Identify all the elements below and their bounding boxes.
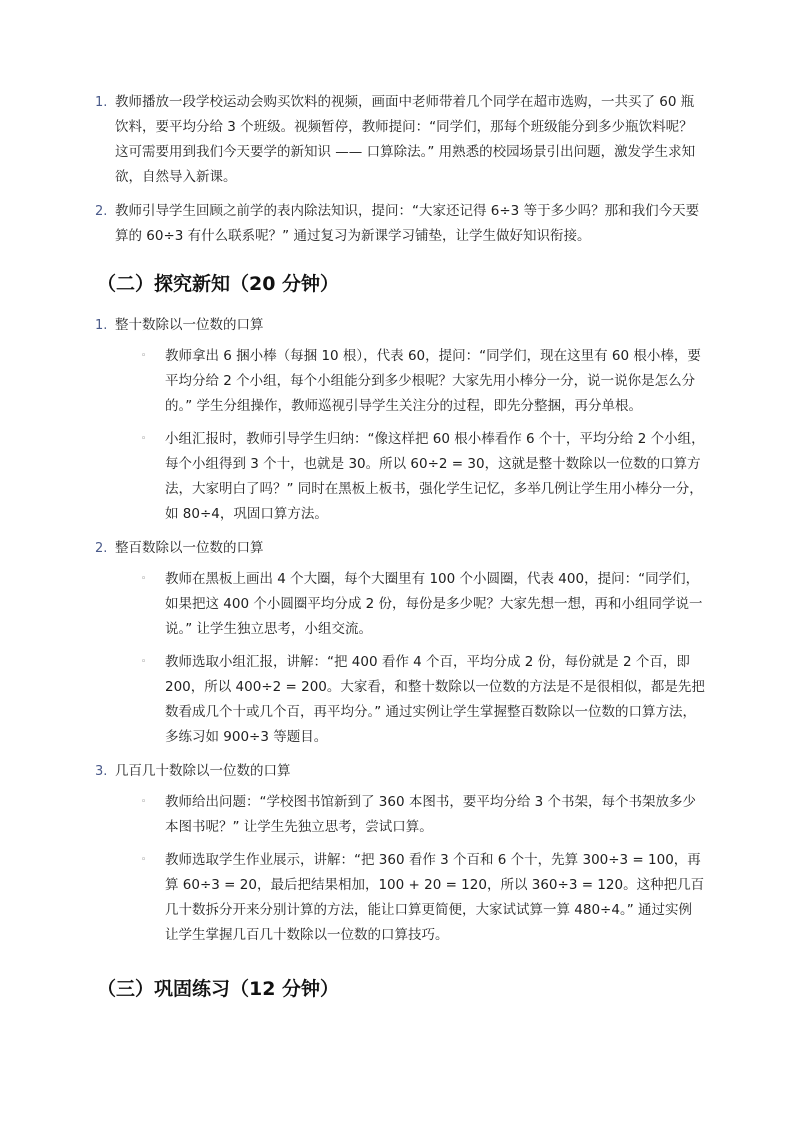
- intro-list: [95, 90, 705, 258]
- explore-item-3: [95, 759, 705, 948]
- bullet-item: [137, 344, 705, 419]
- explore-list: [95, 313, 705, 957]
- explore-item-2: [95, 536, 705, 750]
- bullet-list: [115, 790, 705, 948]
- bullet-item: [137, 650, 705, 750]
- list-number: 3.: [95, 764, 108, 779]
- intro-item-1: [95, 90, 705, 190]
- bullet-list: [115, 344, 705, 527]
- bullet-text: 教师选取学生作业展示，讲解：“把 360 看作 3 个百和 6 个十，先算 300÷3 = 100，再算 60÷3 = 20，最后把结果相加，100 + 20 = 120，所以 360÷3 = 120。这种把几百几十数拆分开来分别计算的方法，能让口算更简便，大家试试算一算 480÷4。” 通过实例让学生掌握几百几十数除以一位数的口算技巧。: [165, 852, 705, 943]
- bullet-icon: ◦: [141, 574, 147, 584]
- subsection-heading: 整十数除以一位数的口算: [115, 317, 264, 333]
- list-number: 2.: [95, 541, 108, 556]
- intro-item-text: 教师引导学生回顾之前学的表内除法知识，提问：“大家还记得 6÷3 等于多少吗？那和我们今天要算的 60÷3 有什么联系呢？” 通过复习为新课学习铺垫，让学生做好知识衔接。: [115, 203, 700, 244]
- bullet-text: 教师选取小组汇报，讲解：“把 400 看作 4 个百，平均分成 2 份，每份就是 2 个百，即 200，所以 400÷2 = 200。大家看，和整十数除以一位数的方法是不是很相似，都是先把数看成几个十或几个百，再平均分。” 通过实例让学生掌握整百数除以一位数的口算方法，多练习如 900÷3 等题目。: [165, 654, 705, 745]
- bullet-item: [137, 567, 705, 642]
- bullet-item: [137, 790, 705, 840]
- intro-item-2: [95, 199, 705, 249]
- bullet-icon: ◦: [141, 657, 147, 667]
- bullet-text: 教师在黑板上画出 4 个大圈，每个大圈里有 100 个小圆圈，代表 400，提问：“同学们，如果把这 400 个小圆圈平均分成 2 份，每份是多少呢？大家先想一想，再和小组同学说一说。” 让学生独立思考，小组交流。: [165, 571, 703, 637]
- explore-item-1: [95, 313, 705, 527]
- bullet-icon: ◦: [141, 855, 147, 865]
- bullet-icon: ◦: [141, 434, 147, 444]
- intro-item-text: 教师播放一段学校运动会购买饮料的视频，画面中老师带着几个同学在超市选购，一共买了 60 瓶饮料，要平均分给 3 个班级。视频暂停，教师提问：“同学们，那每个班级能分到多少瓶饮料呢？这可需要用到我们今天要学的新知识 —— 口算除法。” 用熟悉的校园场景引出问题，激发学生求知欲，自然导入新课。: [115, 94, 696, 185]
- bullet-item: [137, 427, 705, 527]
- list-number: 1.: [95, 318, 108, 333]
- subsection-heading: 几百几十数除以一位数的口算: [115, 763, 291, 779]
- section-title-practice: （三）巩固练习（12 分钟）: [97, 978, 340, 1000]
- bullet-icon: ◦: [141, 797, 147, 807]
- list-number: 2.: [95, 204, 108, 219]
- bullet-text: 小组汇报时，教师引导学生归纳：“像这样把 60 根小棒看作 6 个十，平均分给 2 个小组，每个小组得到 3 个十，也就是 30。所以 60÷2 = 30，这就是整十数除以一位数的口算方法，大家明白了吗？” 同时在黑板上板书，强化学生记忆，多举几例让学生用小棒分一分，如 80÷4，巩固口算方法。: [165, 431, 705, 522]
- list-number: 1.: [95, 95, 108, 110]
- bullet-icon: ◦: [141, 351, 147, 361]
- bullet-list: [115, 567, 705, 750]
- subsection-heading: 整百数除以一位数的口算: [115, 540, 264, 556]
- section-title-explore: （二）探究新知（20 分钟）: [97, 273, 340, 295]
- bullet-text: 教师拿出 6 捆小棒（每捆 10 根），代表 60，提问：“同学们，现在这里有 60 根小棒，要平均分给 2 个小组，每个小组能分到多少根呢？大家先用小棒分一分，说一说你是怎么分的。” 学生分组操作，教师巡视引导学生关注分的过程，即先分整捆，再分单根。: [165, 348, 701, 414]
- bullet-text: 教师给出问题：“学校图书馆新到了 360 本图书，要平均分给 3 个书架，每个书架放多少本图书呢？” 让学生先独立思考，尝试口算。: [165, 794, 697, 835]
- bullet-item: [137, 848, 705, 948]
